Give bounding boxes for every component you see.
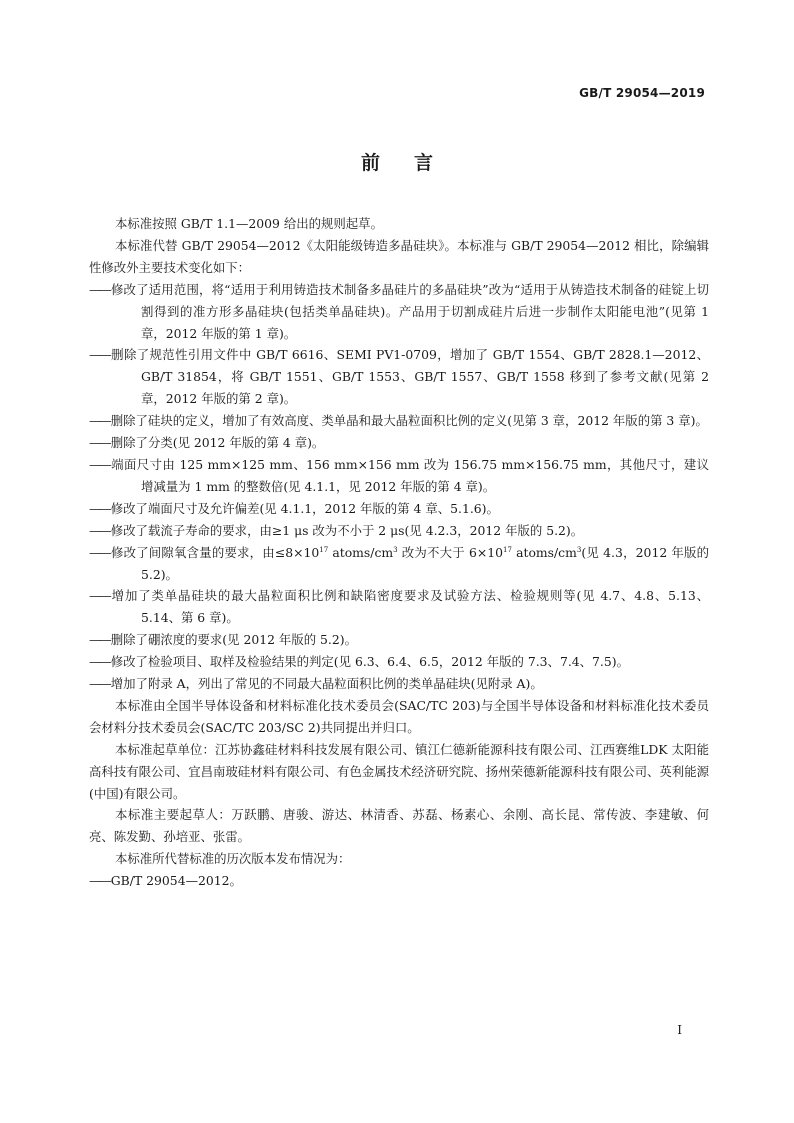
text-run: atoms/cm [328,544,394,560]
dash-mark: —— [89,413,110,429]
change-text: 删除了硼浓度的要求(见 2012 年版的 5.2)。 [110,632,357,648]
change-item [89,629,709,651]
change-text: 删除了规范性引用文件中 GB/T 6616、SEMI PV1-0709，增加了 GB/T 1554、GB/T 2828.1—2012、GB/T 31854，将 GB/T 1551、GB/T 1553、GB/T 1557、GB/T 1558 移到了参考文献(见第 2 章，2012 年版的第 2 章)。 [110,347,709,407]
change-text: 删除了分类(见 2012 年版的第 4 章)。 [110,435,325,451]
change-text: 增加了类单晶硅块的最大晶粒面积比例和缺陷密度要求及试验方法、检验规则等(见 4.7、4.8、5.13、5.14、第 6 章)。 [110,588,709,626]
text-run: (见 4.3，2012 年版的 5.2)。 [141,544,709,582]
paragraph: 本标准由全国半导体设备和材料标准化技术委员会(SAC/TC 203)与全国半导体设备和材料标准化技术委员会材料分技术委员会(SAC/TC 203/SC 2)共同提出并归口。 [89,697,709,735]
change-item-oxygen [89,542,709,586]
change-item [89,279,709,345]
document-body [89,213,709,892]
dash-mark: —— [89,544,110,560]
change-text: 增加了附录 A，列出了常见的不同最大晶粒面积比例的类单晶硅块(见附录 A)。 [110,676,543,692]
change-item [89,651,709,673]
change-text: 删除了硅块的定义，增加了有效高度、类单晶和最大晶粒面积比例的定义(见第 3 章，2012 年版的第 3 章)。 [110,413,708,429]
page-title: 前言 [360,152,467,174]
dash-mark: —— [89,632,110,648]
history-text: GB/T 29054—2012。 [110,873,242,889]
change-text: 修改了载流子寿命的要求，由≥1 μs 改为不小于 2 μs(见 4.2.3，2012 年版的 5.2)。 [110,522,584,538]
change-item [89,344,709,410]
page-number: I [677,1023,682,1037]
exponent: 3 [393,545,398,554]
dash-mark: —— [89,676,110,692]
change-item [89,520,709,542]
document-code: GB/T 29054—2019 [579,86,705,100]
history-item [89,870,709,892]
dash-mark: —— [89,654,110,670]
change-item [89,498,709,520]
change-text: 端面尺寸由 125 mm×125 mm、156 mm×156 mm 改为 156.75 mm×156.75 mm，其他尺寸，建议增减量为 1 mm 的整数倍(见 4.1.1，见 2012 年版的第 4 章)。 [110,456,709,494]
change-text: 修改了端面尺寸及允许偏差(见 4.1.1，2012 年版的第 4 章、5.1.6)。 [110,500,499,516]
dash-mark: —— [89,456,110,472]
text-run: 改为不大于 6×10 [397,544,503,560]
paragraph: 本标准按照 GB/T 1.1—2009 给出的规则起草。 [115,216,383,231]
dash-mark: —— [89,588,110,604]
change-item [89,410,709,432]
change-item [89,585,709,629]
exponent: 17 [503,545,512,554]
dash-mark: —— [89,347,110,363]
dash-mark: —— [89,522,110,538]
change-item [89,673,709,695]
dash-mark: —— [89,873,110,889]
paragraph: 本标准主要起草人：万跃鹏、唐骏、游达、林清香、苏磊、杨素心、余刚、高长昆、常传波、李建敏、何亮、陈发勤、孙培亚、张雷。 [89,807,709,845]
change-text: 修改了适用范围，将“适用于利用铸造技术制备多晶硅片的多晶硅块”改为“适用于从铸造技术制备的硅锭上切割得到的准方形多晶硅块(包括类单晶硅块)。产品用于切割成硅片后进一步制作太阳能电池”(见第 1 章，2012 年版的第 1 章)。 [110,281,709,341]
change-text: 修改了检验项目、取样及检验结果的判定(见 6.3、6.4、6.5，2012 年版的 7.3、7.4、7.5)。 [110,654,629,670]
change-item [89,454,709,498]
exponent: 17 [319,545,329,554]
paragraph: 本标准所代替标准的历次版本发布情况为： [115,851,351,867]
dash-mark: —— [89,281,110,297]
paragraph: 本标准代替 GB/T 29054—2012《太阳能级铸造多晶硅块》。本标准与 GB/T 29054—2012 相比，除编辑性修改外主要技术变化如下： [89,237,709,275]
paragraph: 本标准起草单位：江苏协鑫硅材料科技发展有限公司、镇江仁德新能源科技有限公司、江西赛维LDK 太阳能高科技有限公司、宜昌南玻硅材料有限公司、有色金属技术经济研究院、扬州荣德新能源科技有限公司、英利能源(中国)有限公司。 [89,741,709,801]
text-run: atoms/cm [511,544,577,560]
text-run: 修改了间隙氧含量的要求，由≤8×10 [110,544,320,560]
change-item [89,432,709,454]
dash-mark: —— [89,435,110,451]
dash-mark: —— [89,500,110,516]
exponent: 3 [576,545,582,554]
